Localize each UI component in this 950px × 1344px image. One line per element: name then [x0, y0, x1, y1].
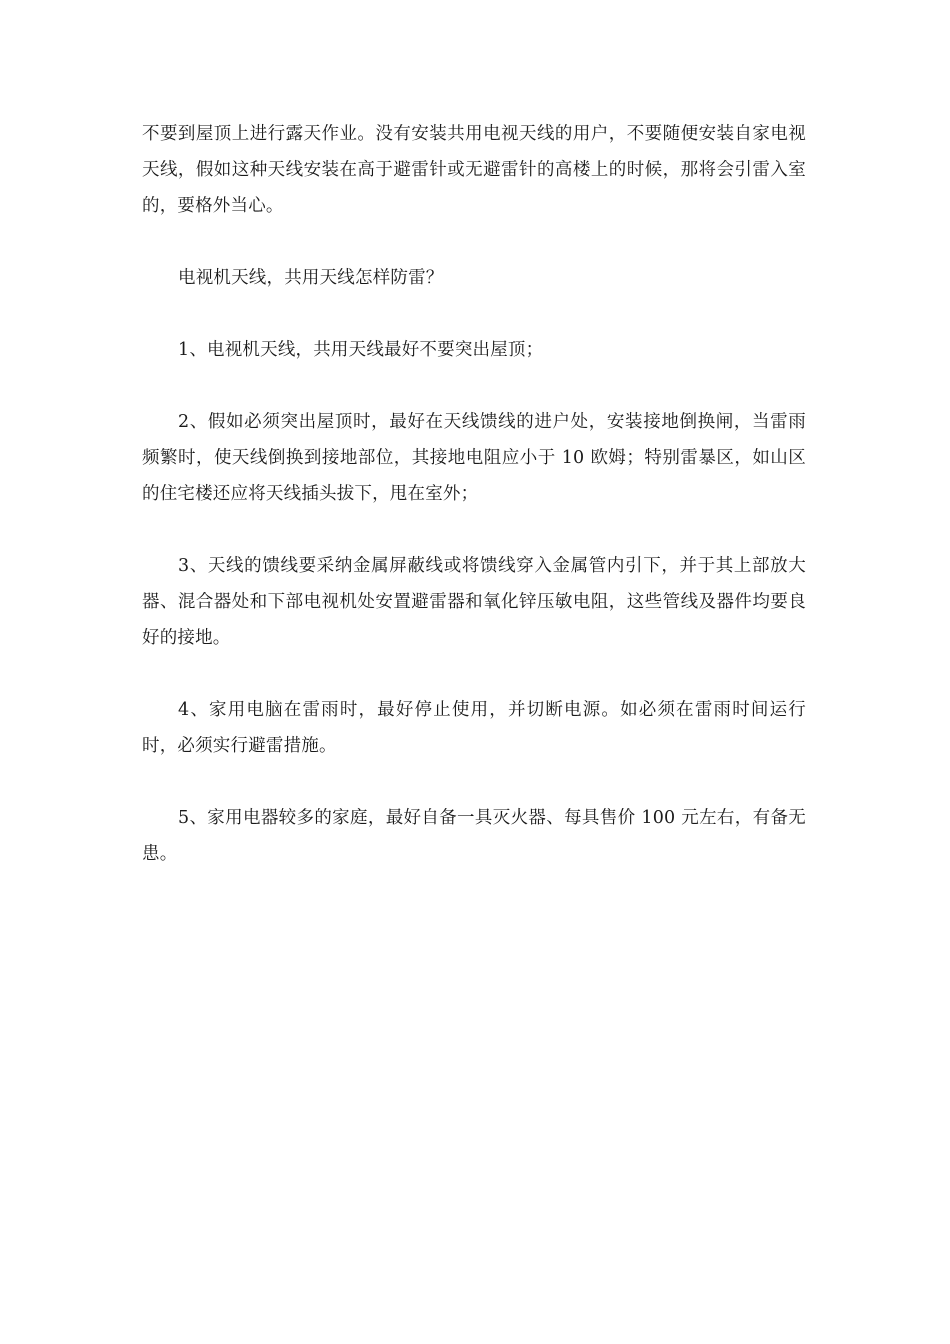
list-item-3: 3、天线的馈线要采纳金属屏蔽线或将馈线穿入金属管内引下，并于其上部放大器、混合器处和下部电视机处安置避雷器和氧化锌压敏电阻，这些管线及器件均要良好的接地。: [142, 556, 806, 648]
paragraph-question: 电视机天线，共用天线怎样防雷？: [178, 268, 444, 288]
paragraph-intro: 不要到屋顶上进行露天作业。没有安装共用电视天线的用户，不要随便安装自家电视天线，假如这种天线安装在高于避雷针或无避雷针的高楼上的时候，那将会引雷入室的，要格外当心。: [142, 124, 806, 216]
list-item-5: 5、家用电器较多的家庭，最好自备一具灭火器、每具售价 100 元左右，有备无患。: [142, 808, 806, 864]
list-item-2: 2、假如必须突出屋顶时，最好在天线馈线的进户处，安装接地倒换闸，当雷雨频繁时，使天线倒换到接地部位，其接地电阻应小于 10 欧姆；特别雷暴区，如山区的住宅楼还应将天线插头拔下，甩在室外；: [142, 412, 806, 504]
list-item-1: 1、电视机天线，共用天线最好不要突出屋顶；: [178, 340, 544, 360]
list-item-4: 4、家用电脑在雷雨时，最好停止使用，并切断电源。如必须在雷雨时间运行时，必须实行避雷措施。: [142, 700, 806, 756]
document-body: [142, 116, 806, 872]
